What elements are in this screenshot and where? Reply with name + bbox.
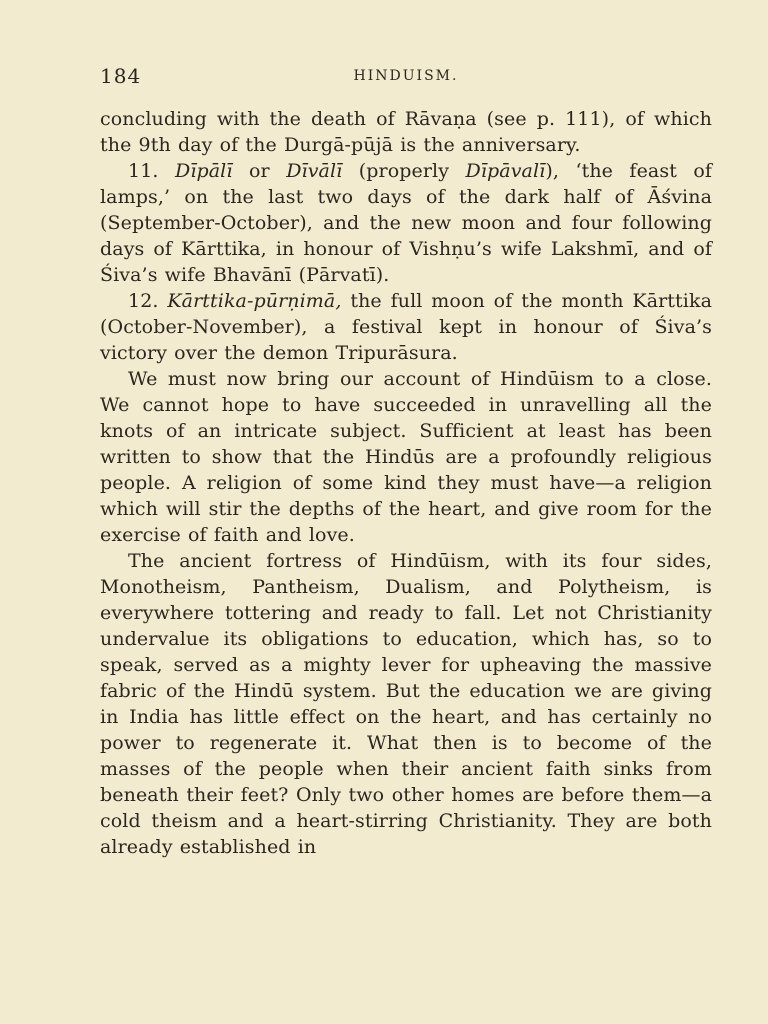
festival-term: Dīvālī [286, 160, 343, 182]
book-page [100, 60, 712, 860]
item-number: 11. [128, 160, 159, 182]
connector-text: or [249, 160, 270, 182]
paragraph-continued: concluding with the death of Rāvaṇa (see p. 111), of which the 9th day of the Durgā-pūjā is the anniversary. [100, 108, 712, 156]
paragraph-festival-karttika [100, 288, 712, 366]
running-head [100, 60, 712, 96]
running-title: HINDUISM. [353, 68, 459, 84]
festival-term: Dīpāvalī [465, 160, 546, 182]
festival-description: the full moon of the month Kārttika (October-November), a festival kept in honour of Śiva’s victory over the demon Tripurāsura. [100, 290, 712, 364]
parenthetical-open: (properly [358, 160, 450, 182]
paragraph-conclusion: We must now bring our account of Hindūism to a close. We cannot hope to have succeeded in unravelling all the knots of an intricate subject. Sufficient at least has been written to show that the Hindūs are a profoundly religious people. A religion of some kind they must have—a religion which will stir the depths of the heart, and give room for the exercise of faith and love. [100, 368, 712, 546]
body-text [100, 106, 712, 860]
item-number: 12. [128, 290, 159, 312]
festival-term: Dīpālī [174, 160, 233, 182]
page-number: 184 [100, 64, 142, 88]
paragraph-fortress: The ancient fortress of Hindūism, with its four sides, Monotheism, Pantheism, Dualism, and Polytheism, is everywhere tottering and ready to fall. Let not Christianity undervalue its obligations to education, which has, so to speak, served as a mighty lever for upheaving the massive fabric of the Hindū system. But the education we are giving in India has little effect on the heart, and has certainly no power to regenerate it. What then is to become of the masses of the people when their ancient faith sinks from beneath their feet? Only two other homes are before them—a cold theism and a heart-stirring Christianity. They are both already established in [100, 550, 712, 858]
paragraph-festival-dipali [100, 158, 712, 288]
festival-description: ), ‘the feast of lamps,’ on the last two days of the dark half of Āśvina (September-October), and the new moon and four following days of Kārttika, in honour of Vishṇu’s wife Lakshmī, and of Śiva’s wife Bhavānī (Pārvatī). [100, 160, 713, 286]
festival-term: Kārttika-pūrṇimā, [167, 290, 342, 312]
